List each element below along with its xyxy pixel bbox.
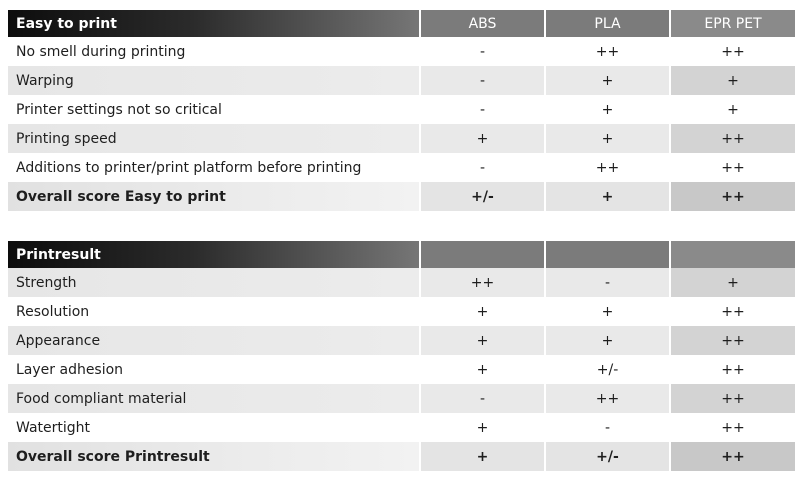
printresult-table bbox=[8, 241, 795, 471]
table-row bbox=[8, 268, 795, 297]
abs-value: - bbox=[479, 43, 486, 60]
epr-pet-value: ++ bbox=[671, 384, 795, 413]
row-label: Warping bbox=[8, 66, 419, 95]
column-header-pla: PLA bbox=[546, 10, 669, 37]
pla-value: +/- bbox=[596, 361, 619, 378]
epr-pet-value: ++ bbox=[671, 124, 795, 153]
column-header-empty bbox=[421, 241, 544, 268]
row-label: Food compliant material bbox=[8, 384, 419, 413]
table-row bbox=[8, 297, 795, 326]
section-title: Easy to print bbox=[8, 10, 419, 37]
overall-score-label: Overall score Printresult bbox=[8, 442, 419, 471]
pla-value: + bbox=[601, 303, 614, 320]
pla-value: - bbox=[546, 268, 669, 297]
row-label: Strength bbox=[8, 268, 419, 297]
pla-value: + bbox=[546, 66, 669, 95]
pla-value: ++ bbox=[595, 159, 620, 176]
abs-value: - bbox=[479, 101, 486, 118]
table-row bbox=[8, 355, 795, 384]
abs-overall-score: +/- bbox=[421, 182, 544, 211]
pla-overall-score: +/- bbox=[546, 442, 669, 471]
abs-value: - bbox=[421, 66, 544, 95]
table-row bbox=[8, 384, 795, 413]
easy-to-print-table bbox=[8, 10, 795, 211]
row-label: Layer adhesion bbox=[16, 361, 124, 378]
row-label: Printing speed bbox=[8, 124, 419, 153]
pla-value: ++ bbox=[595, 43, 620, 60]
row-label: Additions to printer/print platform before printing bbox=[16, 159, 362, 176]
pla-overall-score: + bbox=[546, 182, 669, 211]
table-row bbox=[8, 95, 795, 124]
epr-pet-value: ++ bbox=[721, 159, 745, 176]
abs-value: - bbox=[421, 384, 544, 413]
section-title: Printresult bbox=[8, 241, 419, 268]
pla-value: - bbox=[604, 419, 611, 436]
row-label: No smell during printing bbox=[16, 43, 186, 60]
pla-value: + bbox=[601, 101, 614, 118]
epr-pet-value: ++ bbox=[721, 361, 745, 378]
table-row bbox=[8, 66, 795, 95]
overall-score-row bbox=[8, 182, 795, 211]
abs-value: - bbox=[479, 159, 486, 176]
column-header-empty bbox=[546, 241, 669, 268]
table-header-row bbox=[8, 241, 795, 268]
overall-score-row bbox=[8, 442, 795, 471]
epr-pet-value: + bbox=[671, 66, 795, 95]
abs-value: + bbox=[476, 419, 489, 436]
epr-pet-value: ++ bbox=[721, 419, 745, 436]
abs-value: + bbox=[421, 124, 544, 153]
table-row bbox=[8, 413, 795, 442]
abs-value: + bbox=[476, 361, 489, 378]
column-header-empty bbox=[671, 241, 795, 268]
column-header-abs: ABS bbox=[421, 10, 544, 37]
epr-pet-overall-score: ++ bbox=[671, 442, 795, 471]
row-label: Printer settings not so critical bbox=[16, 101, 222, 118]
table-row bbox=[8, 326, 795, 355]
table-row bbox=[8, 124, 795, 153]
table-header-row bbox=[8, 10, 795, 37]
epr-pet-value: ++ bbox=[671, 326, 795, 355]
table-row bbox=[8, 37, 795, 66]
pla-value: + bbox=[546, 326, 669, 355]
epr-pet-value: + bbox=[727, 101, 739, 118]
abs-value: + bbox=[421, 326, 544, 355]
abs-overall-score: + bbox=[421, 442, 544, 471]
row-label: Appearance bbox=[8, 326, 419, 355]
epr-pet-value: ++ bbox=[721, 43, 745, 60]
epr-pet-overall-score: ++ bbox=[671, 182, 795, 211]
overall-score-label: Overall score Easy to print bbox=[8, 182, 419, 211]
abs-value: + bbox=[476, 303, 489, 320]
abs-value: ++ bbox=[421, 268, 544, 297]
epr-pet-value: ++ bbox=[721, 303, 745, 320]
table-row bbox=[8, 153, 795, 182]
column-header-epr-pet: EPR PET bbox=[671, 10, 795, 37]
pla-value: ++ bbox=[546, 384, 669, 413]
pla-value: + bbox=[546, 124, 669, 153]
row-label: Resolution bbox=[16, 303, 90, 320]
row-label: Watertight bbox=[16, 419, 91, 436]
epr-pet-value: + bbox=[671, 268, 795, 297]
